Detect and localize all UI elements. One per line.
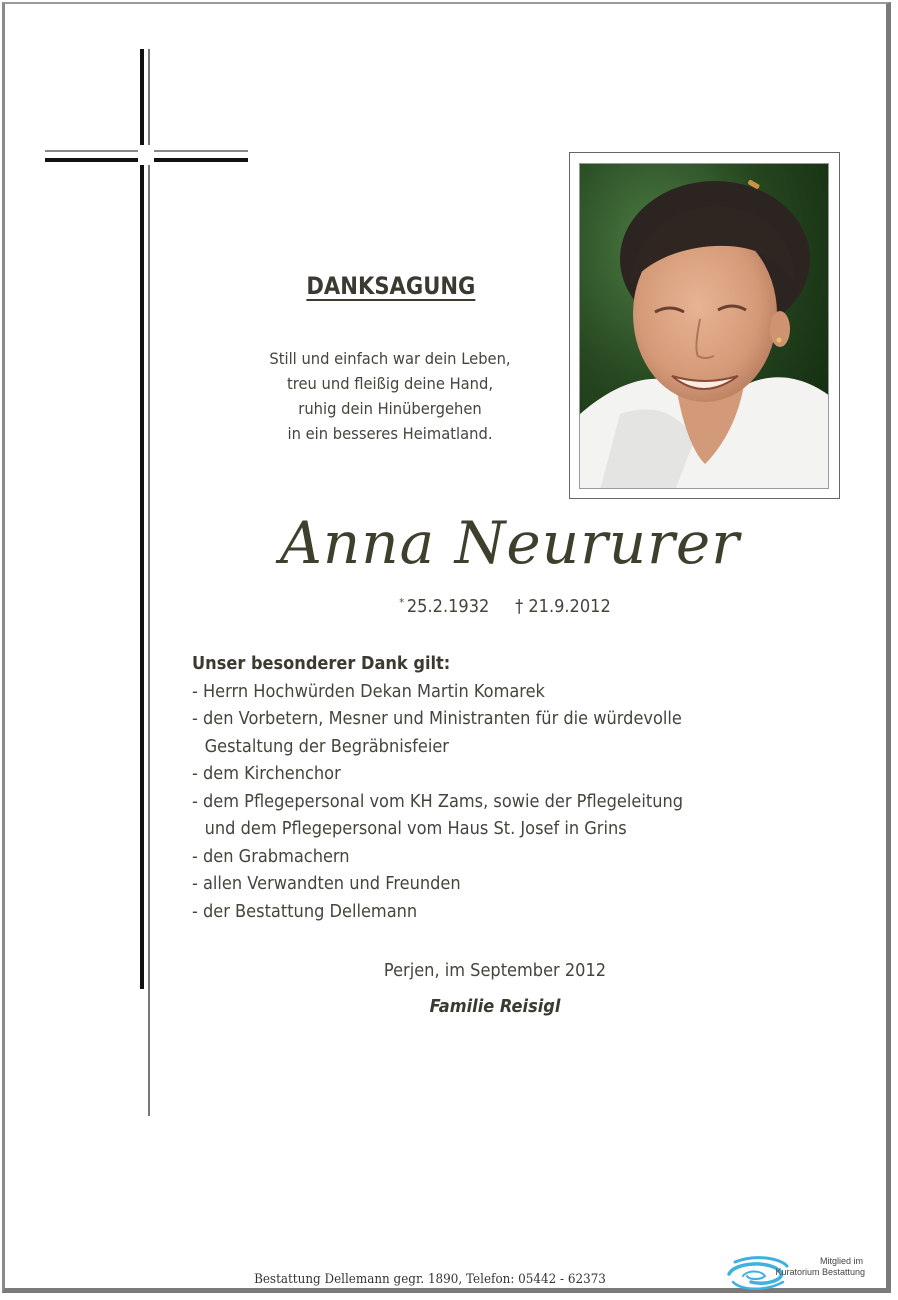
thanks-item: - allen Verwandten und Freunden [192, 873, 461, 894]
thanks-section [192, 650, 714, 925]
place-date: Perjen, im September 2012 [383, 960, 607, 981]
cross-vertical-gray [148, 49, 150, 1116]
cross-horizontal-gray-right [154, 150, 248, 152]
thanks-heading: Unser besonderer Dank gilt: [192, 653, 451, 674]
birth-star-icon: * [399, 596, 405, 609]
cross-horizontal-gray-left [45, 150, 138, 152]
footer-text: Bestattung Dellemann gegr. 1890, Telefon: 05442 - 62373 [254, 1272, 606, 1287]
birth-date: 25.2.1932 [406, 596, 490, 617]
cross-horizontal-black-left [45, 158, 138, 162]
thanks-item: - dem Kirchenchor [192, 763, 341, 784]
poem-line: treu und fleißig deine Hand, [286, 374, 494, 393]
cross-vertical-black [140, 49, 144, 989]
poem-line: Still und einfach war dein Leben, [269, 349, 511, 368]
death-cross-icon: † [515, 596, 524, 617]
page-title: DANKSAGUNG [306, 272, 476, 300]
thanks-item: - Herrn Hochwürden Dekan Martin Komarek [192, 680, 545, 702]
thanks-item: - dem Pflegepersonal vom KH Zams, sowie der Pflegeleitung [192, 790, 684, 812]
thanks-item: - der Bestattung Dellemann [192, 900, 418, 922]
thanks-item-continuation: und dem Pflegepersonal vom Haus St. Josef in Grins [204, 818, 627, 839]
signature: Familie Reisigl [429, 996, 561, 1017]
life-dates [397, 596, 613, 617]
poem-line: in ein besseres Heimatland. [287, 424, 493, 443]
logo-line1: Mitglied im [819, 1256, 863, 1266]
cross-horizontal-black-right [154, 158, 248, 162]
photo-frame [569, 152, 840, 499]
logo-text [775, 1256, 863, 1278]
obituary-page [2, 2, 891, 1293]
poem [243, 346, 537, 446]
thanks-item: - den Vorbetern, Mesner und Ministranten für die würdevolle [192, 708, 682, 729]
cross-center-gap [138, 145, 154, 165]
logo-line2: Kuratorium Bestattung [775, 1267, 865, 1277]
thanks-item-continuation: Gestaltung der Begräbnisfeier [204, 735, 449, 757]
deceased-name: Anna Neururer [280, 509, 740, 577]
poem-line: ruhig dein Hinübergehen [298, 399, 482, 418]
portrait-photo [579, 163, 829, 489]
thanks-item: - den Grabmachern [192, 845, 350, 867]
kuratorium-logo [725, 1252, 875, 1294]
death-date: 21.9.2012 [528, 596, 611, 617]
portrait-illustration [580, 164, 829, 489]
